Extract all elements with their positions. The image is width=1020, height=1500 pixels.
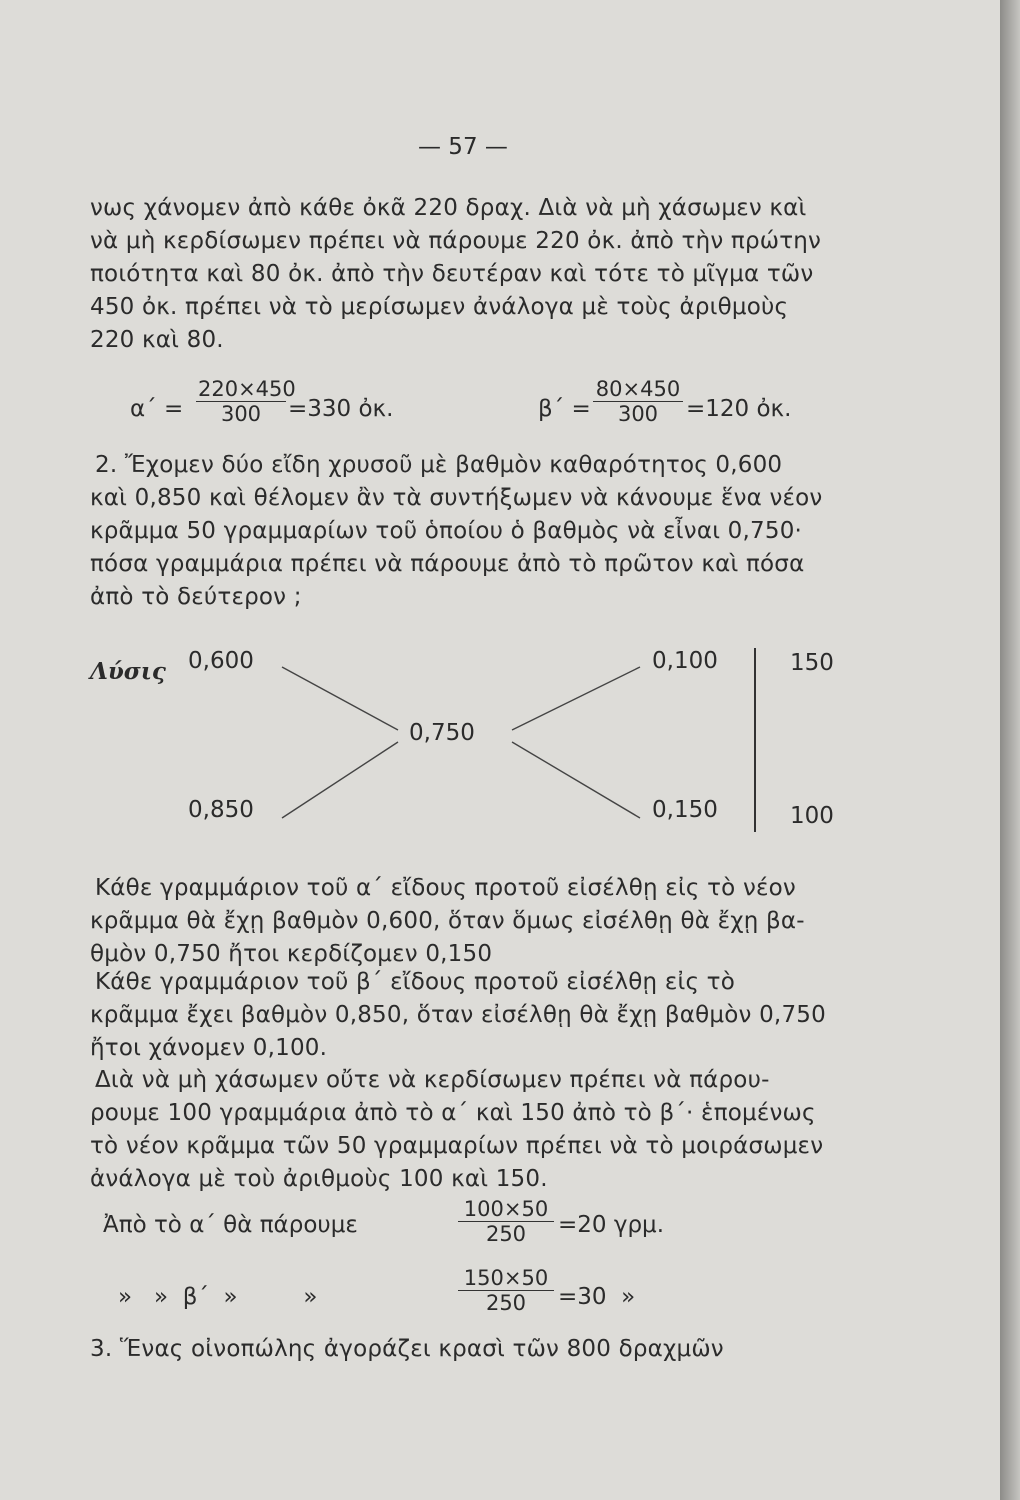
page-binding-edge <box>1000 0 1020 1500</box>
text-line: 450 ὀκ. πρέπει νὰ τὸ μερίσωμεν ἀνάλογα μὲ τοὺς ἀριθμοὺς <box>90 294 789 320</box>
text-line: κρᾶμμα ἔχει βαθμὸν 0,850, ὅταν εἰσέλθῃ θὰ ἔχῃ βαθμὸν 0,750 <box>90 1002 826 1028</box>
calc-b-numerator: 150×50 <box>458 1266 554 1291</box>
text-line: νως χάνομεν ἀπὸ κάθε ὀκᾶ 220 δραχ. Διὰ νὰ μὴ χάσωμεν καὶ <box>90 195 807 221</box>
calc-a-result: =20 γρμ. <box>558 1212 665 1238</box>
page-number: — 57 — <box>418 134 508 160</box>
calc-b-result: =30 » <box>558 1284 636 1310</box>
formula-a-result: =330 ὀκ. <box>288 396 394 422</box>
text-line: Κάθε γραμμάριον τοῦ β΄ εἴδους προτοῦ εἰσέλθῃ εἰς τὸ <box>95 969 735 995</box>
text-line: 220 καὶ 80. <box>90 327 224 353</box>
text-line: θμὸν 0,750 ἤτοι κερδίζομεν 0,150 <box>90 941 493 967</box>
text-line: καὶ 0,850 καὶ θέλομεν ἂν τὰ συντήξωμεν νὰ κάνουμε ἕνα νέον <box>90 485 823 511</box>
calc-b-fraction <box>458 1266 554 1315</box>
text-line: ἤτοι χάνομεν 0,100. <box>90 1035 328 1061</box>
text-line: ρουμε 100 γραμμάρια ἀπὸ τὸ α΄ καὶ 150 ἀπὸ τὸ β΄· ἑπομένως <box>90 1100 816 1126</box>
formula-b-result: =120 ὀκ. <box>686 396 792 422</box>
formula-a-denominator: 300 <box>220 402 262 426</box>
formula-a-numerator: 220×450 <box>198 377 296 401</box>
text-line: 2. Ἔχομεν δύο εἴδη χρυσοῦ μὲ βαθμὸν καθαρότητος 0,600 <box>95 452 783 478</box>
calc-b-label: » » β΄ » » <box>118 1284 318 1310</box>
calc-a-fraction <box>458 1197 554 1246</box>
solution-label: Λύσις <box>90 658 166 685</box>
top-right-value: 0,100 <box>652 648 718 674</box>
bottom-right-value: 0,150 <box>652 797 718 823</box>
text-line: κρᾶμμα θὰ ἔχῃ βαθμὸν 0,600, ὅταν ὅμως εἰσέλθῃ θὰ ἔχῃ βα- <box>90 908 805 934</box>
text-line: τὸ νέον κρᾶμμα τῶν 50 γραμμαρίων πρέπει νὰ τὸ μοιράσωμεν <box>90 1133 824 1159</box>
top-left-value: 0,600 <box>188 648 254 674</box>
calc-a-denominator: 250 <box>485 1222 527 1246</box>
text-line: νὰ μὴ κερδίσωμεν πρέπει νὰ πάρουμε 220 ὀκ. ἀπὸ τὴν πρώτην <box>90 228 822 254</box>
text-line: ποιότητα καὶ 80 ὀκ. ἀπὸ τὴν δευτέραν καὶ τότε τὸ μῖγμα τῶν <box>90 261 814 287</box>
paragraph-6 <box>90 1333 865 1366</box>
calc-b-denominator: 250 <box>485 1291 527 1315</box>
text-line: ἀνάλογα μὲ τοὺ ἀριθμοὺς 100 καὶ 150. <box>90 1166 548 1192</box>
formula-a-label: α΄ = <box>130 396 184 422</box>
diagram-line <box>282 667 398 730</box>
calc-a-numerator: 100×50 <box>458 1197 554 1222</box>
text-line: Κάθε γραμμάριον τοῦ α΄ εἴδους προτοῦ εἰσέλθῃ εἰς τὸ νέον <box>95 875 796 901</box>
paragraph-4 <box>90 966 865 1065</box>
diagram-line <box>512 667 640 730</box>
text-line: κρᾶμμα 50 γραμμαρίων τοῦ ὁποίου ὁ βαθμὸς νὰ εἶναι 0,750· <box>90 518 803 544</box>
center-value: 0,750 <box>409 720 475 746</box>
diagram-line <box>282 742 398 818</box>
text-line: Διὰ νὰ μὴ χάσωμεν οὔτε νὰ κερδίσωμεν πρέπει νὰ πάρου- <box>95 1067 770 1093</box>
diagram-line <box>512 742 640 818</box>
text-line: 3. Ἕνας οἰνοπώλης ἀγοράζει κρασὶ τῶν 800 δραχμῶν <box>90 1336 724 1362</box>
column-top-value: 150 <box>790 650 834 676</box>
formula-b-label: β΄ = <box>538 396 591 422</box>
paragraph-3 <box>90 872 865 971</box>
bottom-left-value: 0,850 <box>188 797 254 823</box>
calc-a-label: Ἀπὸ τὸ α΄ θὰ πάρουμε <box>103 1212 358 1238</box>
text-line: ἀπὸ τὸ δεύτερον ; <box>90 584 302 610</box>
column-bottom-value: 100 <box>790 803 834 829</box>
text-line: πόσα γραμμάρια πρέπει νὰ πάρουμε ἀπὸ τὸ πρῶτον καὶ πόσα <box>90 551 805 577</box>
formula-b-numerator: 80×450 <box>593 377 683 402</box>
formula-b-denominator: 300 <box>617 402 659 426</box>
paragraph-5 <box>90 1064 865 1196</box>
